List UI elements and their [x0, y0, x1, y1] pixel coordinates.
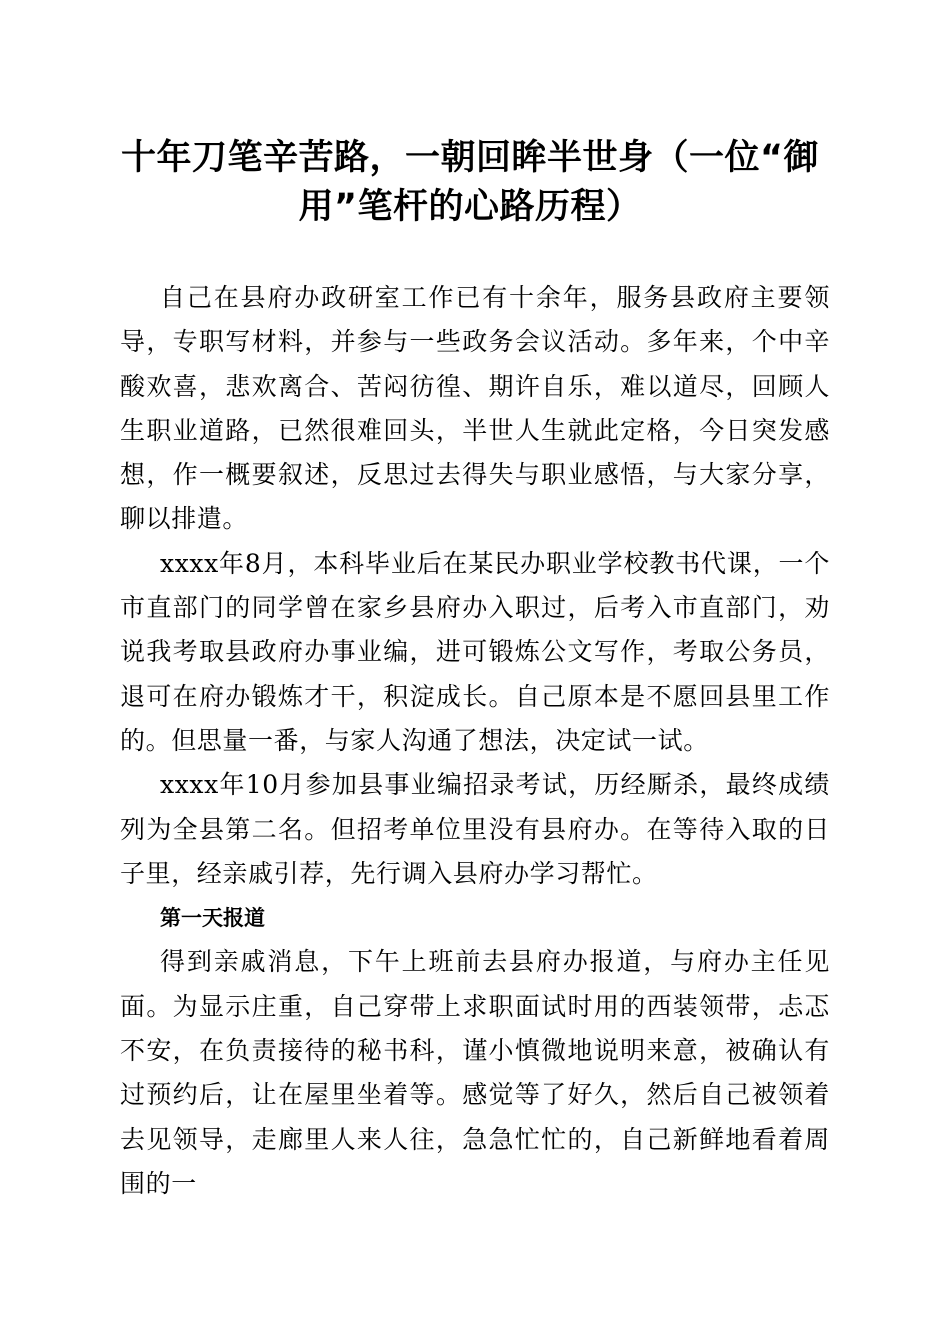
paragraph-intro: 自己在县府办政研室工作已有十余年，服务县政府主要领导，专职写材料，并参与一些政务会议活动。多年来，个中辛酸欢喜，悲欢离合、苦闷彷徨、期许自乐，难以道尽，回顾人生职业道路，已然很难回头，半世人生就此定格，今日突发感想，作一概要叙述，反思过去得失与职业感悟，与大家分享，聊以排遣。: [120, 283, 830, 534]
paragraph-first-day: 得到亲戚消息，下午上班前去县府办报道，与府办主任见面。为显示庄重，自己穿带上求职面试时用的西装领带，忐忑不安，在负责接待的秘书科，谨小慎微地说明来意，被确认有过预约后，让在屋里坐着等。感觉等了好久，然后自己被领着去见领导，走廊里人来人往，急急忙忙的，自己新鲜地看着周围的一: [120, 947, 830, 1198]
document-title: 十年刀笔辛苦路，一朝回眸半世身（一位“御用”笔杆的心路历程）: [120, 138, 819, 227]
paragraph-exam: xxxx年10月参加县事业编招录考试，历经厮杀，最终成绩列为全县第二名。但招考单位里没有县府办。在等待入取的日子里，经亲戚引荐，先行调入县府办学习帮忙。: [120, 770, 830, 888]
section-subheading: 第一天报道: [160, 905, 265, 931]
paragraph-graduation: xxxx年8月，本科毕业后在某民办职业学校教书代课，一个市直部门的同学曾在家乡县府办入职过，后考入市直部门，劝说我考取县政府办事业编，进可锻炼公文写作，考取公务员，退可在府办锻炼才干，积淀成长。自己原本是不愿回县里工作的。但思量一番，与家人沟通了想法，决定试一试。: [120, 548, 830, 755]
document-body: [120, 276, 830, 1206]
